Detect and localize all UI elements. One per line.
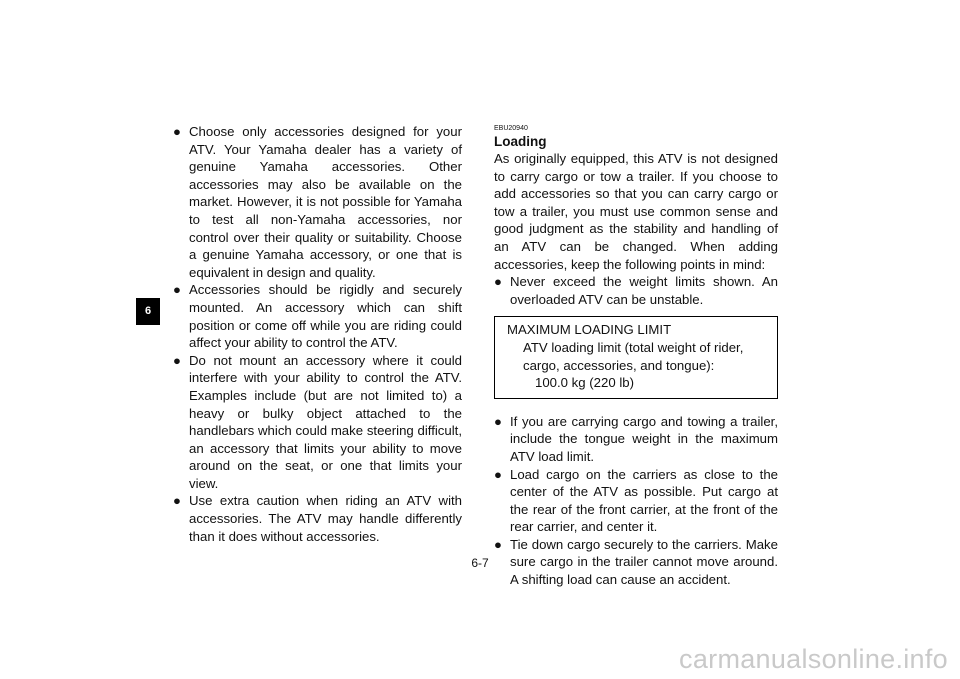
bullet-icon: ●: [494, 466, 502, 482]
loading-limit-box: [494, 316, 778, 398]
watermark: carmanualsonline.info: [679, 644, 948, 674]
list-item: ● Choose only accessories designed for your ATV. Your Yamaha dealer has a variety of genuine Yamaha accessories. Other accessories may also be available on the market. However, it is not possible for Yamaha to test all non-Yamaha accessories, nor control over their quality or suitability. Choose a genuine Yamaha accessory, or one that is equivalent in design and quality.: [173, 124, 462, 280]
list-item: ● Load cargo on the carriers as close to the center of the ATV as possible. Put cargo at the rear of the front carrier, at the front of the rear carrier, and center it.: [494, 466, 778, 535]
bullet-icon: ●: [173, 124, 181, 139]
list-item: ● Tie down cargo securely to the carriers. Make sure cargo in the trailer cannot move around. A shifting load can cause an accident.: [494, 536, 778, 588]
bullet-icon: ●: [173, 352, 181, 368]
section-heading: Loading: [494, 134, 547, 149]
bullet-icon: ●: [173, 493, 181, 509]
bullet-icon: ●: [494, 274, 502, 290]
section-code: EBU20940: [494, 125, 528, 132]
right-column: [494, 124, 778, 589]
list-item: ● Never exceed the weight limits shown. An overloaded ATV can be unstable.: [494, 274, 778, 307]
list-item: ● Accessories should be rigidly and securely mounted. An accessory which can shift position or come off while you are riding could affect your ability to control the ATV.: [173, 282, 462, 351]
bullet-icon: ●: [494, 536, 502, 552]
intro-paragraph: As originally equipped, this ATV is not designed to carry cargo or tow a trailer. If you choose to add accessories so that you can carry cargo or tow a trailer, you must use common sense and good judgment as the stability and handling of an ATV can be changed. When adding accessories, keep the following points in mind:: [494, 151, 778, 272]
bullet-icon: ●: [494, 413, 502, 429]
list-item: ● If you are carrying cargo and towing a trailer, include the tongue weight in the maximum ATV load limit.: [494, 413, 778, 464]
list-item: ● Do not mount an accessory where it could interfere with your ability to control the ATV. Examples include (but are not limited to) a heavy or bulky object attached to the handlebars which could make steering difficult, an accessory that limits your ability to move around on the seat, or one that limits your view.: [173, 352, 462, 491]
bullet-icon: ●: [173, 282, 181, 298]
box-title: MAXIMUM LOADING LIMIT: [507, 322, 672, 338]
left-column: [173, 123, 462, 545]
section-tab: 6: [136, 298, 160, 325]
page-number: 6-7: [471, 556, 489, 570]
box-value: 100.0 kg (220 lb): [535, 375, 634, 391]
box-description: ATV loading limit (total weight of rider, cargo, accessories, and tongue):: [523, 339, 744, 373]
list-item: ● Use extra caution when riding an ATV with accessories. The ATV may handle differently than it does without accessories.: [173, 493, 462, 544]
